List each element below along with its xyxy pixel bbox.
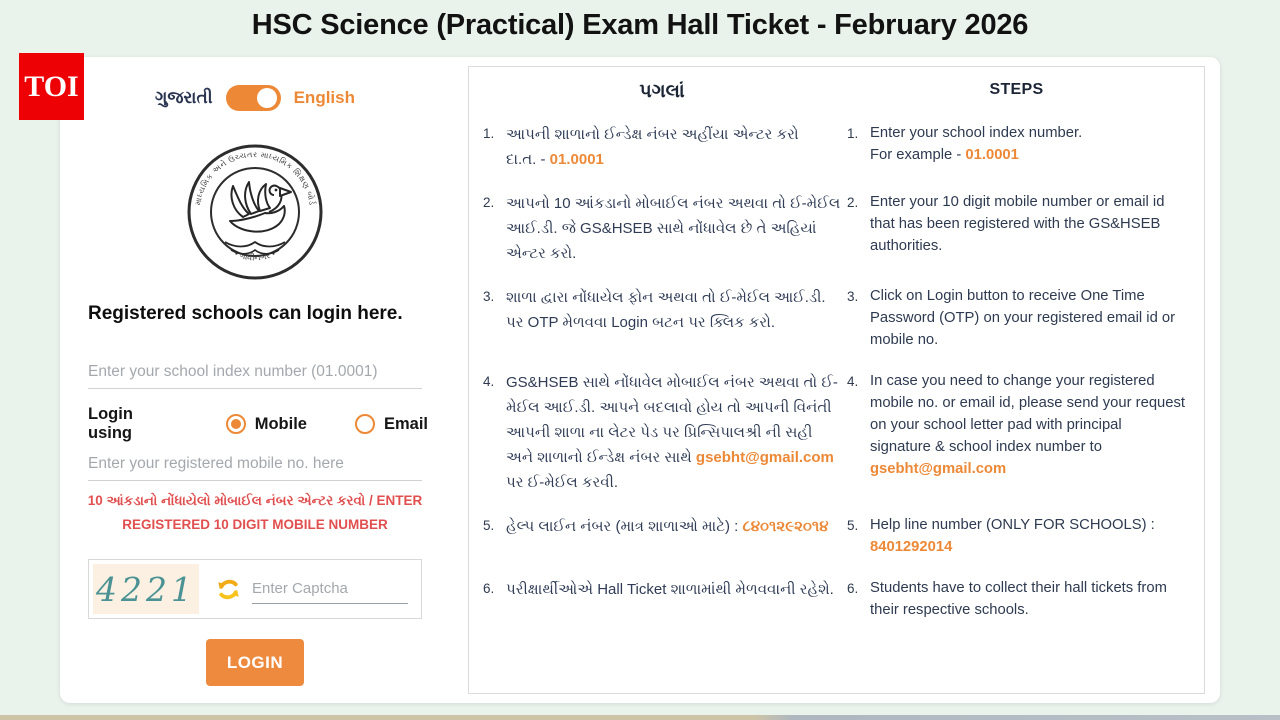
english-step-3: 3. Click on Login button to receive One Time Password (OTP) on your registered email id or mobile no. xyxy=(847,288,1176,348)
english-step-5: 5. Help line number (ONLY FOR SCHOOLS) : 8401292014 xyxy=(847,517,1155,555)
captcha-refresh-icon[interactable] xyxy=(215,576,242,603)
gujarati-step-6: 6. પરીક્ષાર્થીઓએ Hall Ticket શાળામાંથી મેળવવાની રહેશે. xyxy=(483,581,834,598)
language-label-gujarati: ગુજરાતી xyxy=(155,88,213,107)
login-heading: Registered schools can login here. xyxy=(88,303,403,324)
english-step-6: 6. Students have to collect their hall tickets from their respective schools. xyxy=(847,580,1167,618)
language-toggle-row xyxy=(88,85,422,111)
english-step-1: 1. Enter your school index number. For example - 01.0001 xyxy=(847,125,1083,163)
gujarati-step-4: 4. GS&HSEB સાથે નોંધાવેલ મોબાઈલ નંબર અથવા તો ઈ-મેઈલ આઈ.ડી. આપને બદલાવો હોય તો આપની વિનંતી આપની શાળા ના લેટર પેડ પર પ્રિન્સિપાલશ્રી ની સહી અને શાળાનો ઈન્ડેક્ષ નંબર સાથે gsebht@gmail.com પર ઈ-મેઈલ કરવી. xyxy=(483,374,838,491)
login-button[interactable]: LOGIN xyxy=(206,639,304,686)
language-label-english: English xyxy=(293,88,355,107)
english-step-4: 4. In case you need to change your registered mobile no. or email id, please send your request on your school letter pad with principal signature & school index number to gsebht@gmail.com xyxy=(847,373,1186,477)
captcha-image: 4221 xyxy=(93,564,199,614)
steps-panel xyxy=(468,66,1205,694)
gujarati-step-1: 1. આપની શાળાનો ઈન્ડેક્ષ નંબર અહીંયા એન્ટર કરો દા.ત. - 01.0001 xyxy=(483,126,799,168)
gshseb-emblem-logo xyxy=(185,142,325,282)
language-toggle-switch[interactable] xyxy=(226,85,281,111)
mobile-number-input[interactable] xyxy=(88,447,422,481)
steps-heading-english: STEPS xyxy=(989,81,1044,98)
school-index-input[interactable] xyxy=(88,355,422,389)
page-title: HSC Science (Practical) Exam Hall Ticket - February 2026 xyxy=(251,9,1029,41)
radio-mobile-circle-icon xyxy=(226,414,246,434)
mobile-warning-text: 10 આંકડાનો નોંધાયેલો મોબાઈલ નંબર એન્ટર કરવો / ENTER REGISTERED 10 DIGIT MOBILE NUMBER xyxy=(87,493,423,533)
logo-ring-text-bottom: • ગાંધીનગર • xyxy=(233,248,277,263)
captcha-section xyxy=(88,559,422,619)
radio-email[interactable] xyxy=(355,414,428,434)
gujarati-step-3: 3. શાળા દ્વારા નોંધાયેલ ફોન અથવા તો ઈ-મેઈલ આઈ.ડી. પર OTP મેળવવા Login બટન પર ક્લિક કરો. xyxy=(483,289,826,331)
english-step-2: 2. Enter your 10 digit mobile number or email id that has been registered with the GS&HSEB authorities. xyxy=(847,194,1165,254)
radio-mobile[interactable] xyxy=(226,414,307,434)
gujarati-step-5: 5. હેલ્પ લાઈન નંબર (માત્ર શાળાઓ માટે) : ૮૪૦૧૨૯૨૦૧૪ xyxy=(483,518,829,535)
steps-heading-gujarati: પગલાં xyxy=(639,81,685,102)
radio-email-circle-icon xyxy=(355,414,375,434)
login-method-row xyxy=(88,405,428,443)
radio-email-label: Email xyxy=(383,414,428,433)
bottom-edge-strip xyxy=(0,715,1280,720)
gujarati-step-2: 2. આપનો 10 આંકડાનો મોબાઈલ નંબર અથવા તો ઈ-મેઈલ આઈ.ડી. જે GS&HSEB સાથે નોંધાવેલ છે તે અહિયાં એન્ટર કરો. xyxy=(483,195,841,262)
radio-mobile-label: Mobile xyxy=(254,414,307,433)
logo-ring-text-top: માધ્યમિક અને ઉચ્ચતર માધ્યમિક શિક્ષણ બોર્ડ xyxy=(193,149,317,207)
captcha-input[interactable] xyxy=(252,574,408,604)
toi-watermark-logo: TOI xyxy=(19,53,84,120)
toggle-knob-icon xyxy=(257,88,277,108)
main-card xyxy=(60,57,1220,703)
login-using-label: Login using xyxy=(88,405,133,442)
